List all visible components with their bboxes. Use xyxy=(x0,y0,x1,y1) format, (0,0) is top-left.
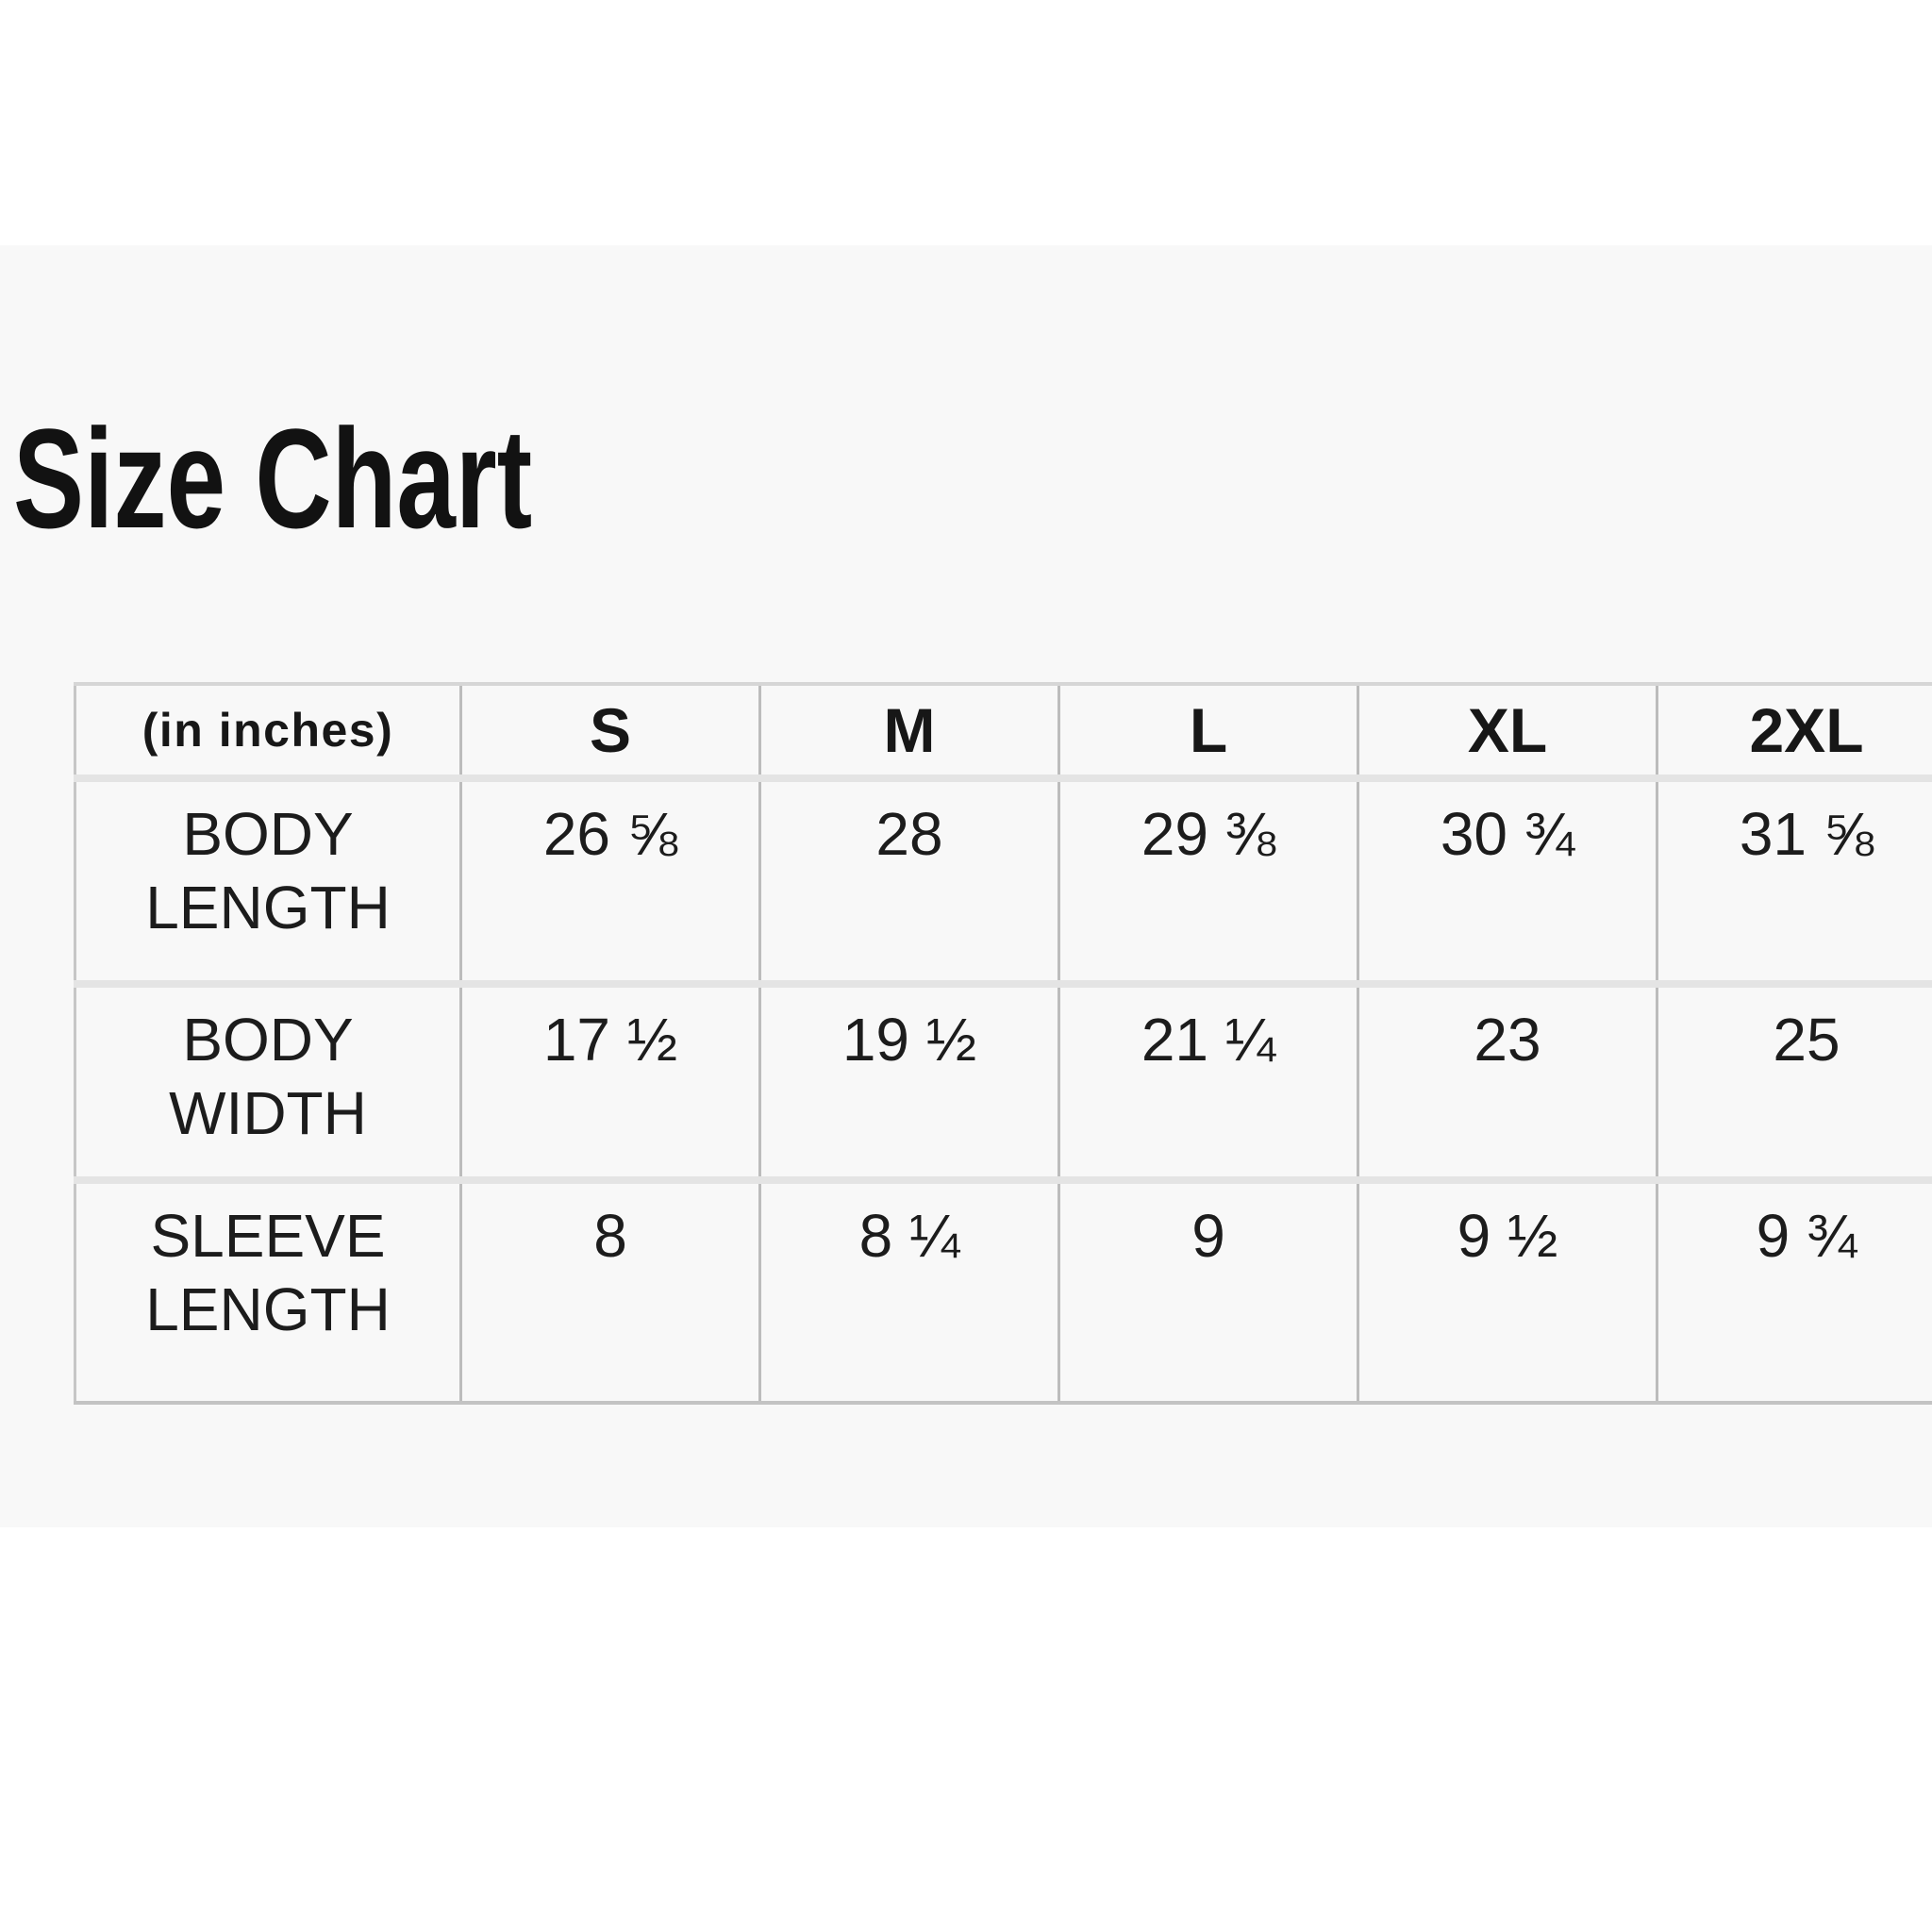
col-header-s-label: S xyxy=(589,695,632,765)
row-label-body-width: BODY WIDTH xyxy=(75,984,461,1180)
col-header-s xyxy=(461,684,760,778)
cell-sleeve-length-m: 8 ¼ xyxy=(760,1180,1059,1403)
cell-sleeve-length-xl: 9 ½ xyxy=(1358,1180,1657,1403)
unit-header-cell xyxy=(75,684,461,778)
size-chart-section xyxy=(0,245,1932,1527)
cell-sleeve-length-l: 9 xyxy=(1059,1180,1358,1403)
size-chart-table xyxy=(74,682,1932,1405)
cell-body-width-xl: 23 xyxy=(1358,984,1657,1180)
header-row xyxy=(75,684,1932,778)
cell-body-width-2xl: 25 xyxy=(1657,984,1932,1180)
row-label-body-length: BODY LENGTH xyxy=(75,778,461,984)
cell-body-length-s: 26 ⅝ xyxy=(461,778,760,984)
col-header-xl xyxy=(1358,684,1657,778)
cell-body-length-m: 28 xyxy=(760,778,1059,984)
cell-body-length-2xl: 31 ⅝ xyxy=(1657,778,1932,984)
cell-body-width-s: 17 ½ xyxy=(461,984,760,1180)
table-row-body-length xyxy=(75,778,1932,984)
unit-label: (in inches) xyxy=(142,704,394,757)
col-header-l-label: L xyxy=(1189,695,1228,765)
cell-body-length-xl: 30 ¾ xyxy=(1358,778,1657,984)
col-header-2xl xyxy=(1657,684,1932,778)
row-label-sleeve-length: SLEEVE LENGTH xyxy=(75,1180,461,1403)
table-row-sleeve-length xyxy=(75,1180,1932,1403)
cell-body-length-l: 29 ⅜ xyxy=(1059,778,1358,984)
page-title: Size Chart xyxy=(13,399,533,558)
col-header-m-label: M xyxy=(883,695,936,765)
col-header-2xl-label: 2XL xyxy=(1749,695,1864,765)
cell-sleeve-length-s: 8 xyxy=(461,1180,760,1403)
cell-sleeve-length-2xl: 9 ¾ xyxy=(1657,1180,1932,1403)
col-header-xl-label: XL xyxy=(1467,695,1548,765)
table-row-body-width xyxy=(75,984,1932,1180)
col-header-l xyxy=(1059,684,1358,778)
col-header-m xyxy=(760,684,1059,778)
cell-body-width-m: 19 ½ xyxy=(760,984,1059,1180)
cell-body-width-l: 21 ¼ xyxy=(1059,984,1358,1180)
